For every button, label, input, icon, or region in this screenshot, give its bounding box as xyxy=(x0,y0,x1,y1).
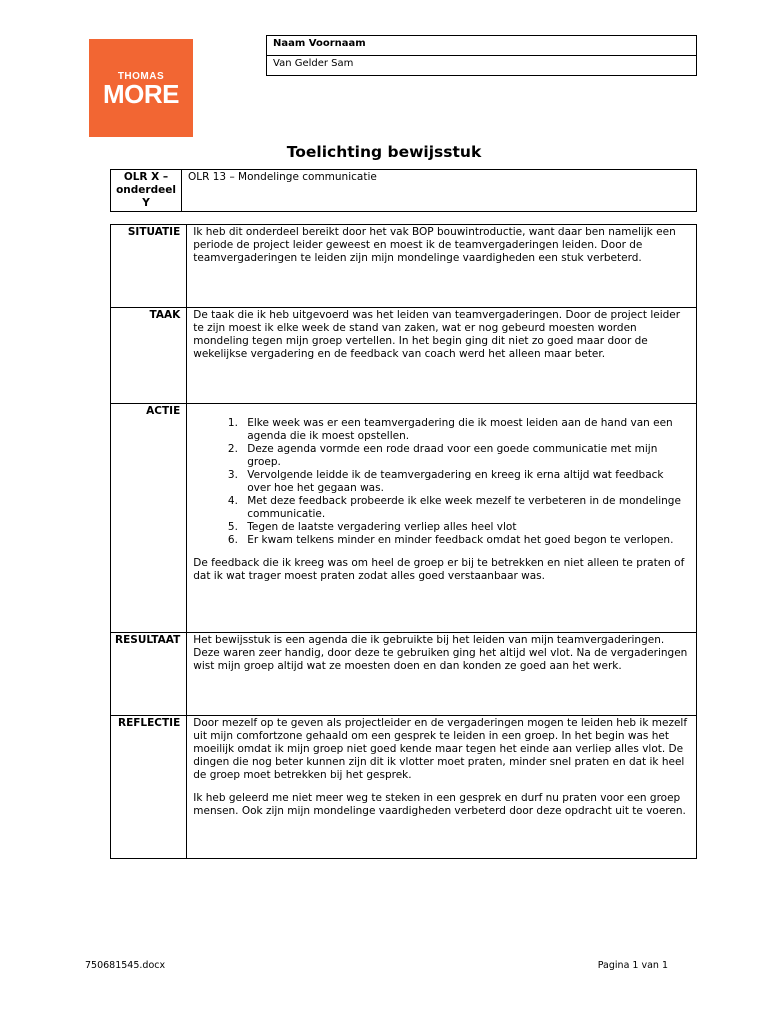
taak-cell xyxy=(187,308,697,404)
situatie-cell xyxy=(187,225,697,308)
list-item: 3. Vervolgende leidde ik de teamvergadering en kreeg ik erna altijd wat feedback over hoe het gegaan was. xyxy=(241,469,690,495)
olr-label: OLR X – onderdeel Y xyxy=(111,170,182,212)
actie-list xyxy=(193,417,690,547)
name-table xyxy=(266,35,697,76)
logo-line-1: THOMAS xyxy=(117,71,165,82)
actie-text: De feedback die ik kreeg was om heel de groep er bij te betrekken en niet alleen te praten of dat ik wat trager moest praten zodat alles goed verstaanbaar was. xyxy=(193,557,685,582)
reflectie-cell xyxy=(187,716,697,859)
olr-value: OLR 13 – Mondelinge communicatie xyxy=(182,170,697,212)
actie-cell xyxy=(187,404,697,633)
star-table xyxy=(110,224,697,859)
footer-page-number: Pagina 1 van 1 xyxy=(597,960,668,971)
situatie-label: SITUATIE xyxy=(111,225,187,308)
thomas-more-logo xyxy=(89,39,193,137)
resultaat-cell xyxy=(187,633,697,716)
reflectie-text-2: Ik heb geleerd me niet meer weg te steken in een gesprek en durf nu praten voor een groep mensen. Ook zijn mijn mondelinge vaardigheden verbeterd door deze opdracht uit te voeren. xyxy=(193,792,686,817)
list-item: 4. Met deze feedback probeerde ik elke week mezelf te verbeteren in de mondelinge communicatie. xyxy=(241,495,690,521)
name-header: Naam Voornaam xyxy=(267,36,697,56)
logo-line-2: MORE xyxy=(103,79,179,109)
list-item: 1. Elke week was er een teamvergadering die ik moest leiden aan de hand van een agenda die ik moest opstellen. xyxy=(241,417,690,443)
reflectie-text-1: Door mezelf op te geven als projectleider en de vergaderingen mogen te leiden heb ik mezelf uit mijn comfortzone gehaald om een gesprek te leiden in een groep. In het begin was het moeilijk omdat ik mijn groep niet goed kende maar tegen het einde aan verliep alles vlot. De dingen die nog beter kunnen zijn dit ik vlotter moet praten, minder snel praten en dat ik heel de groep moet betrekken bij het gesprek. xyxy=(193,717,688,781)
list-item: 6. Er kwam telkens minder en minder feedback omdat het goed begon te verlopen. xyxy=(241,534,690,547)
list-item: 2. Deze agenda vormde een rode draad voor een goede communicatie met mijn groep. xyxy=(241,443,690,469)
resultaat-label: RESULTAAT xyxy=(111,633,187,716)
taak-text: De taak die ik heb uitgevoerd was het leiden van teamvergaderingen. Door de project leider te zijn moest ik elke week de stand van zaken, wat er nog gebeurd moesten worden mondeling tegen mijn groep vertellen. In het begin ging dit niet zo goed maar door de wekelijkse vergadering en de feedback van coach werd het alleen maar beter. xyxy=(193,309,681,360)
resultaat-text: Het bewijsstuk is een agenda die ik gebruikte bij het leiden van mijn teamvergaderingen. Deze waren zeer handig, door deze te gebruiken ging het altijd wel vlot. Na de vergaderingen wist mijn groep altijd wat ze moesten doen en dan konden ze goed aan het werk. xyxy=(193,634,688,672)
situatie-text: Ik heb dit onderdeel bereikt door het vak BOP bouwintroductie, want daar ben namelijk een periode de project leider geweest en moest ik de teamvergaderingen leiden. Door de teamvergaderingen te leiden zijn mijn mondelinge vaardigheden een stuk verbeterd. xyxy=(193,226,676,264)
reflectie-label: REFLECTIE xyxy=(111,716,187,859)
olr-table xyxy=(110,169,697,212)
name-value: Van Gelder Sam xyxy=(267,56,697,76)
actie-label: ACTIE xyxy=(111,404,187,633)
taak-label: TAAK xyxy=(111,308,187,404)
footer-filename: 750681545.docx xyxy=(85,960,166,971)
page-title: Toelichting bewijsstuk xyxy=(286,143,482,161)
list-item: 5. Tegen de laatste vergadering verliep alles heel vlot xyxy=(241,521,690,534)
